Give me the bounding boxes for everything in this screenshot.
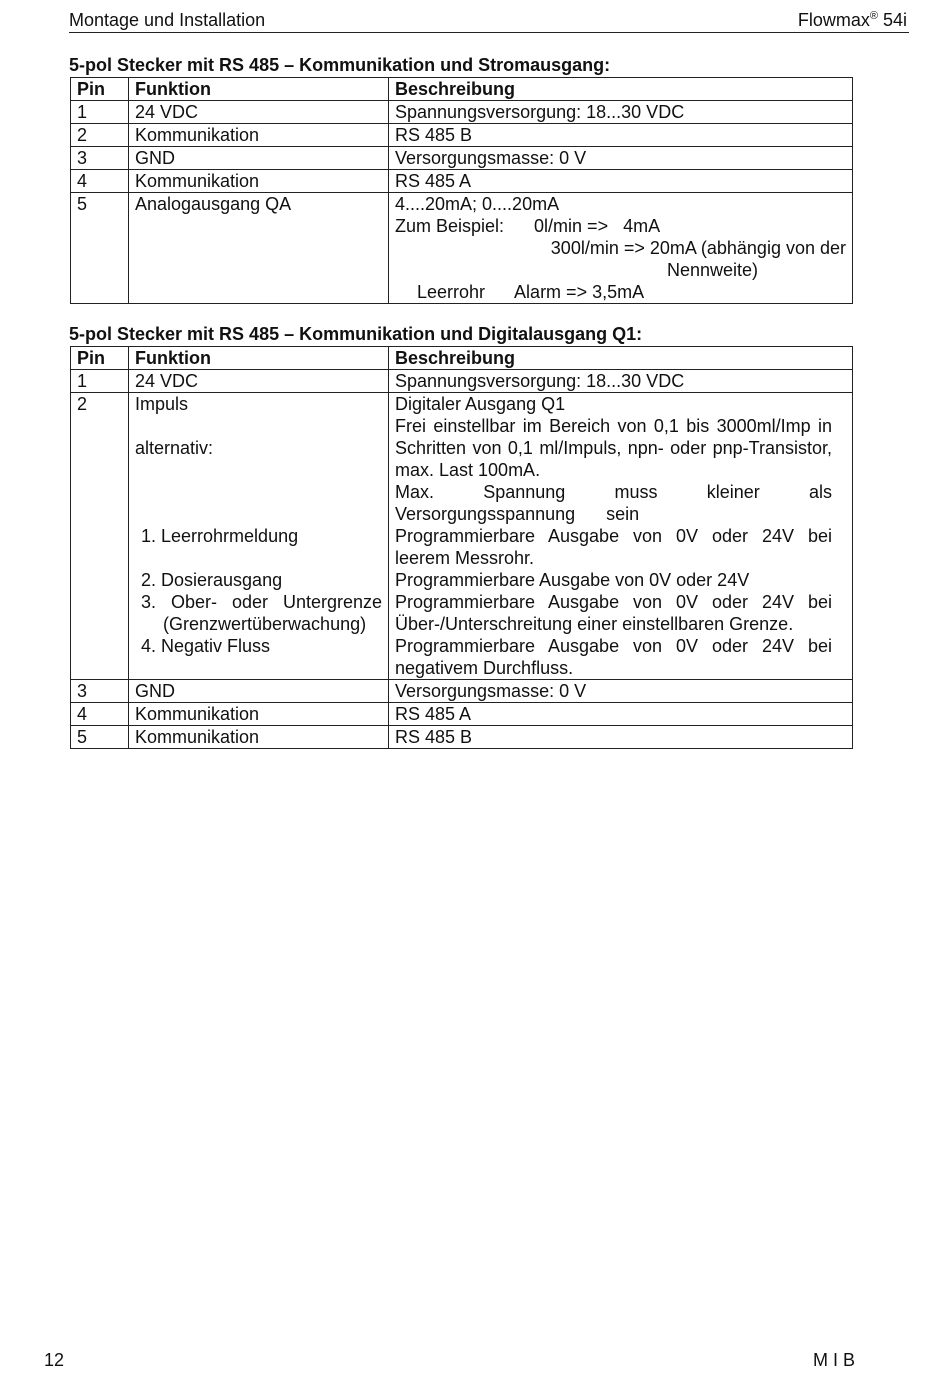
function-cell: Kommunikation — [129, 703, 389, 726]
function-cell: 24 VDC — [129, 101, 389, 124]
description-paragraph: Programmierbare Ausgabe von 0V oder 24V bei Über-/Unterschreitung einer einstellbaren Grenze. — [395, 592, 832, 634]
list-item: 3. Ober- oder Untergrenze (Grenzwertüberwachung) — [141, 592, 382, 634]
pin-table-current-output — [70, 77, 853, 304]
header-function: Funktion — [129, 78, 389, 101]
footer-brand: M I B — [812, 1350, 855, 1370]
table-header-row — [71, 78, 853, 101]
function-cell: Kommunikation — [129, 170, 389, 193]
page-number: 12 — [44, 1350, 65, 1370]
spacer — [135, 547, 382, 569]
function-cell: Kommunikation — [129, 124, 389, 147]
pin-cell: 5 — [71, 726, 129, 749]
function-cell — [129, 393, 389, 680]
function-cell: GND — [129, 147, 389, 170]
description-cell: Spannungsversorgung: 18...30 VDC — [389, 370, 853, 393]
pin-cell: 2 — [71, 124, 129, 147]
description-cell — [389, 193, 853, 304]
description-cell — [389, 393, 853, 680]
table-row — [71, 680, 853, 703]
spacer — [135, 415, 382, 437]
pin-cell: 3 — [71, 147, 129, 170]
pin-cell: 3 — [71, 680, 129, 703]
function-line: Impuls — [135, 394, 189, 414]
table-row — [71, 393, 853, 680]
pin-cell: 1 — [71, 370, 129, 393]
function-cell: 24 VDC — [129, 370, 389, 393]
table-header-row — [71, 347, 853, 370]
table-row — [71, 170, 853, 193]
header-description: Beschreibung — [389, 78, 853, 101]
description-line: Leerrohr Alarm => 3,5mA — [417, 282, 645, 302]
function-cell: Analogausgang QA — [129, 193, 389, 304]
function-line: alternativ: — [135, 438, 214, 458]
table-row — [71, 703, 853, 726]
description-paragraph: Programmierbare Ausgabe von 0V oder 24V — [395, 570, 750, 590]
header-product-name: Flowmax® 54i — [797, 10, 907, 30]
pin-cell: 2 — [71, 393, 129, 680]
description-cell: Versorgungsmasse: 0 V — [389, 680, 853, 703]
header-pin: Pin — [71, 78, 129, 101]
header-pin: Pin — [71, 347, 129, 370]
description-line: Digitaler Ausgang Q1 — [395, 394, 566, 414]
description-line: Nennweite) — [667, 260, 759, 280]
description-cell: RS 485 A — [389, 170, 853, 193]
table2-title: 5-pol Stecker mit RS 485 – Kommunikation und Digitalausgang Q1: — [69, 324, 643, 344]
description-line: 4....20mA; 0....20mA — [395, 194, 560, 214]
table-row — [71, 370, 853, 393]
description-cell: RS 485 B — [389, 726, 853, 749]
spacer — [135, 459, 382, 525]
description-line: 300l/min => 20mA (abhängig von der — [550, 238, 846, 258]
description-cell: Versorgungsmasse: 0 V — [389, 147, 853, 170]
table-row — [71, 193, 853, 304]
table-row — [71, 147, 853, 170]
description-cell: Spannungsversorgung: 18...30 VDC — [389, 101, 853, 124]
function-cell: GND — [129, 680, 389, 703]
function-cell: Kommunikation — [129, 726, 389, 749]
table-row — [71, 726, 853, 749]
list-item: 1. Leerrohrmeldung — [141, 526, 299, 546]
list-item: 2. Dosierausgang — [141, 570, 283, 590]
pin-cell: 1 — [71, 101, 129, 124]
description-line: Zum Beispiel: 0l/min => 4mA — [395, 216, 661, 236]
table1-title: 5-pol Stecker mit RS 485 – Kommunikation und Stromausgang: — [69, 55, 611, 75]
description-paragraph: Programmierbare Ausgabe von 0V oder 24V bei negativem Durchfluss. — [395, 636, 832, 678]
pin-table-digital-output — [70, 346, 853, 749]
description-cell: RS 485 B — [389, 124, 853, 147]
description-paragraph: Programmierbare Ausgabe von 0V oder 24V bei leerem Messrohr. — [395, 526, 832, 568]
page-header — [69, 8, 909, 33]
description-paragraph: Frei einstellbar im Bereich von 0,1 bis 3000ml/Imp in Schritten von 0,1 ml/Impuls, npn- oder pnp-Transistor, max. Last 100mA. — [395, 416, 832, 480]
header-description: Beschreibung — [389, 347, 853, 370]
table-row — [71, 101, 853, 124]
list-item: 4. Negativ Fluss — [141, 636, 271, 656]
header-section-title: Montage und Installation — [69, 10, 266, 30]
pin-cell: 5 — [71, 193, 129, 304]
header-function: Funktion — [129, 347, 389, 370]
table-row — [71, 124, 853, 147]
description-paragraph: Max. Spannung muss kleiner als Versorgungsspannung sein — [395, 482, 832, 524]
pin-cell: 4 — [71, 703, 129, 726]
description-cell: RS 485 A — [389, 703, 853, 726]
pin-cell: 4 — [71, 170, 129, 193]
